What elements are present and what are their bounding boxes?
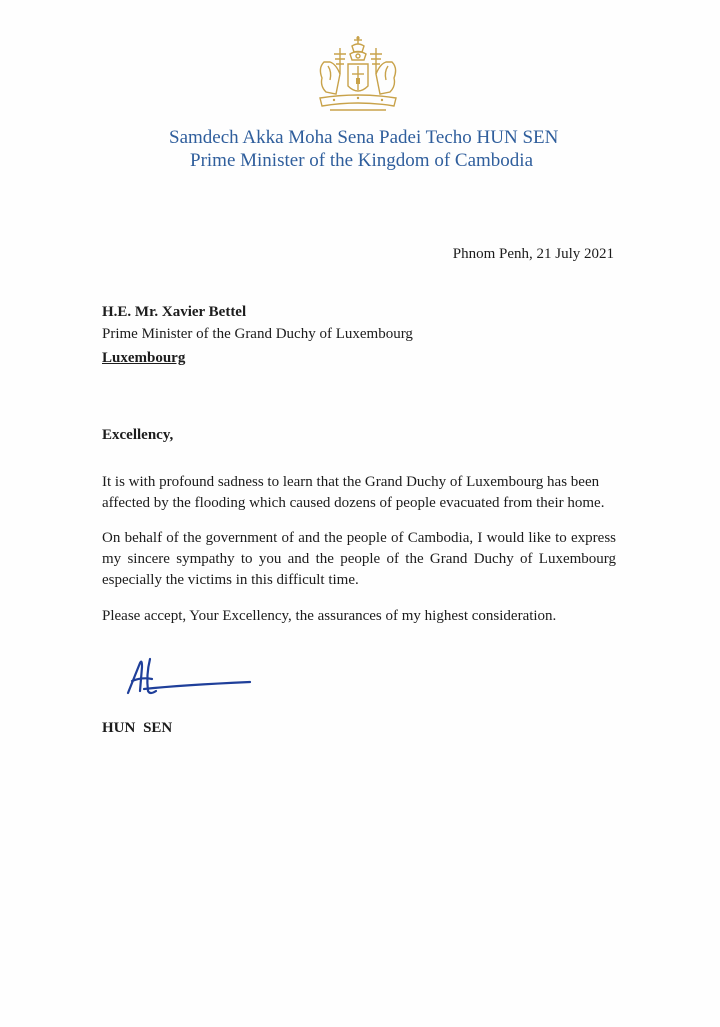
body-paragraph-3: Please accept, Your Excellency, the assurances of my highest consideration.: [102, 608, 557, 624]
royal-emblem-icon: [310, 34, 406, 116]
letter-date: Phnom Penh, 21 July 2021: [452, 246, 614, 262]
salutation: Excellency,: [102, 427, 174, 443]
letterhead-title: Prime Minister of the Kingdom of Cambodia: [190, 150, 534, 171]
body-paragraph-1: It is with profound sadness to learn that the Grand Duchy of Luxembourg has been affected by the flooding which caused dozens of people evacuated from their home.: [102, 474, 605, 511]
letterhead-name: Samdech Akka Moha Sena Padei Techo HUN SEN: [169, 127, 559, 148]
signer-name: HUN SEN: [102, 720, 173, 736]
recipient-country: Luxembourg: [102, 350, 186, 366]
recipient-name: H.E. Mr. Xavier Bettel: [102, 304, 247, 320]
recipient-title: Prime Minister of the Grand Duchy of Luxembourg: [102, 326, 413, 342]
body-paragraph-2: On behalf of the government of and the people of Cambodia, I would like to express my sincere sympathy to you and the people of the Grand Duchy of Luxembourg especially the victims in this difficult time.: [102, 530, 616, 588]
recipient-block: [102, 301, 413, 369]
handwritten-signature-icon: [122, 655, 257, 699]
